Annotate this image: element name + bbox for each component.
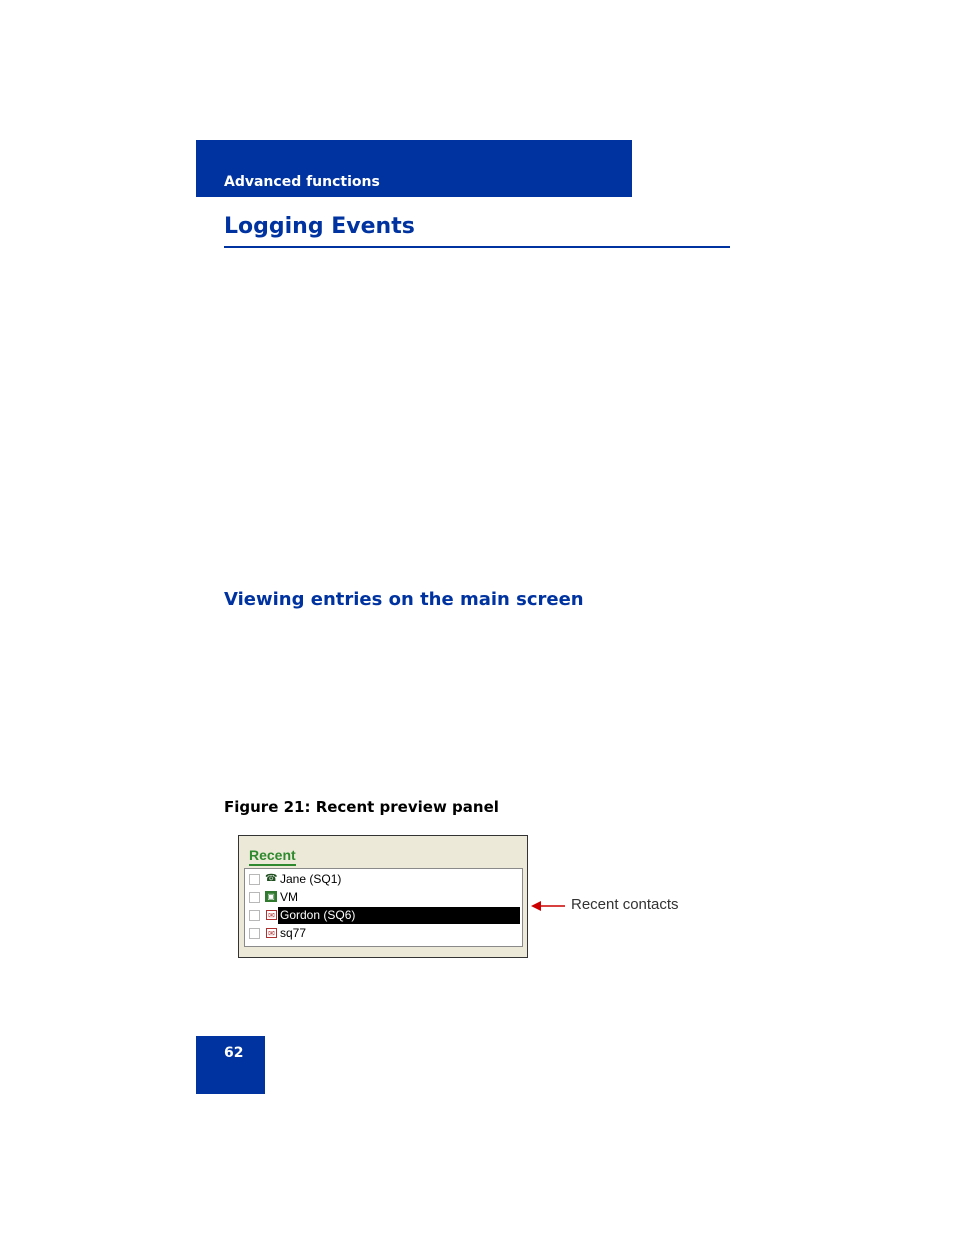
callout-label: Recent contacts — [571, 896, 679, 913]
contact-name: VM — [280, 890, 298, 904]
row-checkbox[interactable] — [249, 928, 260, 939]
recent-panel-title[interactable]: Recent — [249, 847, 296, 866]
callout-arrow-icon — [531, 900, 565, 912]
page-number: 62 — [224, 1045, 244, 1061]
list-item[interactable] — [245, 871, 522, 888]
page-title: Logging Events — [224, 214, 415, 239]
envelope-icon: ✉ — [266, 928, 277, 938]
row-checkbox[interactable] — [249, 910, 260, 921]
recent-contacts-list — [244, 868, 523, 947]
voicemail-icon: ▣ — [265, 891, 277, 902]
chapter-header-label: Advanced functions — [224, 174, 380, 190]
list-item-selected[interactable] — [245, 907, 522, 924]
row-checkbox[interactable] — [249, 892, 260, 903]
figure-caption: Figure 21: Recent preview panel — [224, 798, 499, 816]
contact-name: sq77 — [280, 926, 307, 940]
page-number-box — [196, 1036, 265, 1094]
contact-name: Gordon (SQ6) — [280, 908, 356, 922]
row-checkbox[interactable] — [249, 874, 260, 885]
section-heading: Viewing entries on the main screen — [224, 589, 584, 610]
chapter-header-bar — [196, 140, 632, 197]
title-underline-rule — [224, 246, 730, 248]
list-item[interactable] — [245, 925, 522, 942]
phone-icon: ☎ — [265, 873, 278, 884]
recent-preview-panel — [238, 835, 528, 958]
contact-name: Jane (SQ1) — [280, 872, 342, 886]
envelope-icon: ✉ — [266, 910, 277, 920]
list-item[interactable] — [245, 889, 522, 906]
